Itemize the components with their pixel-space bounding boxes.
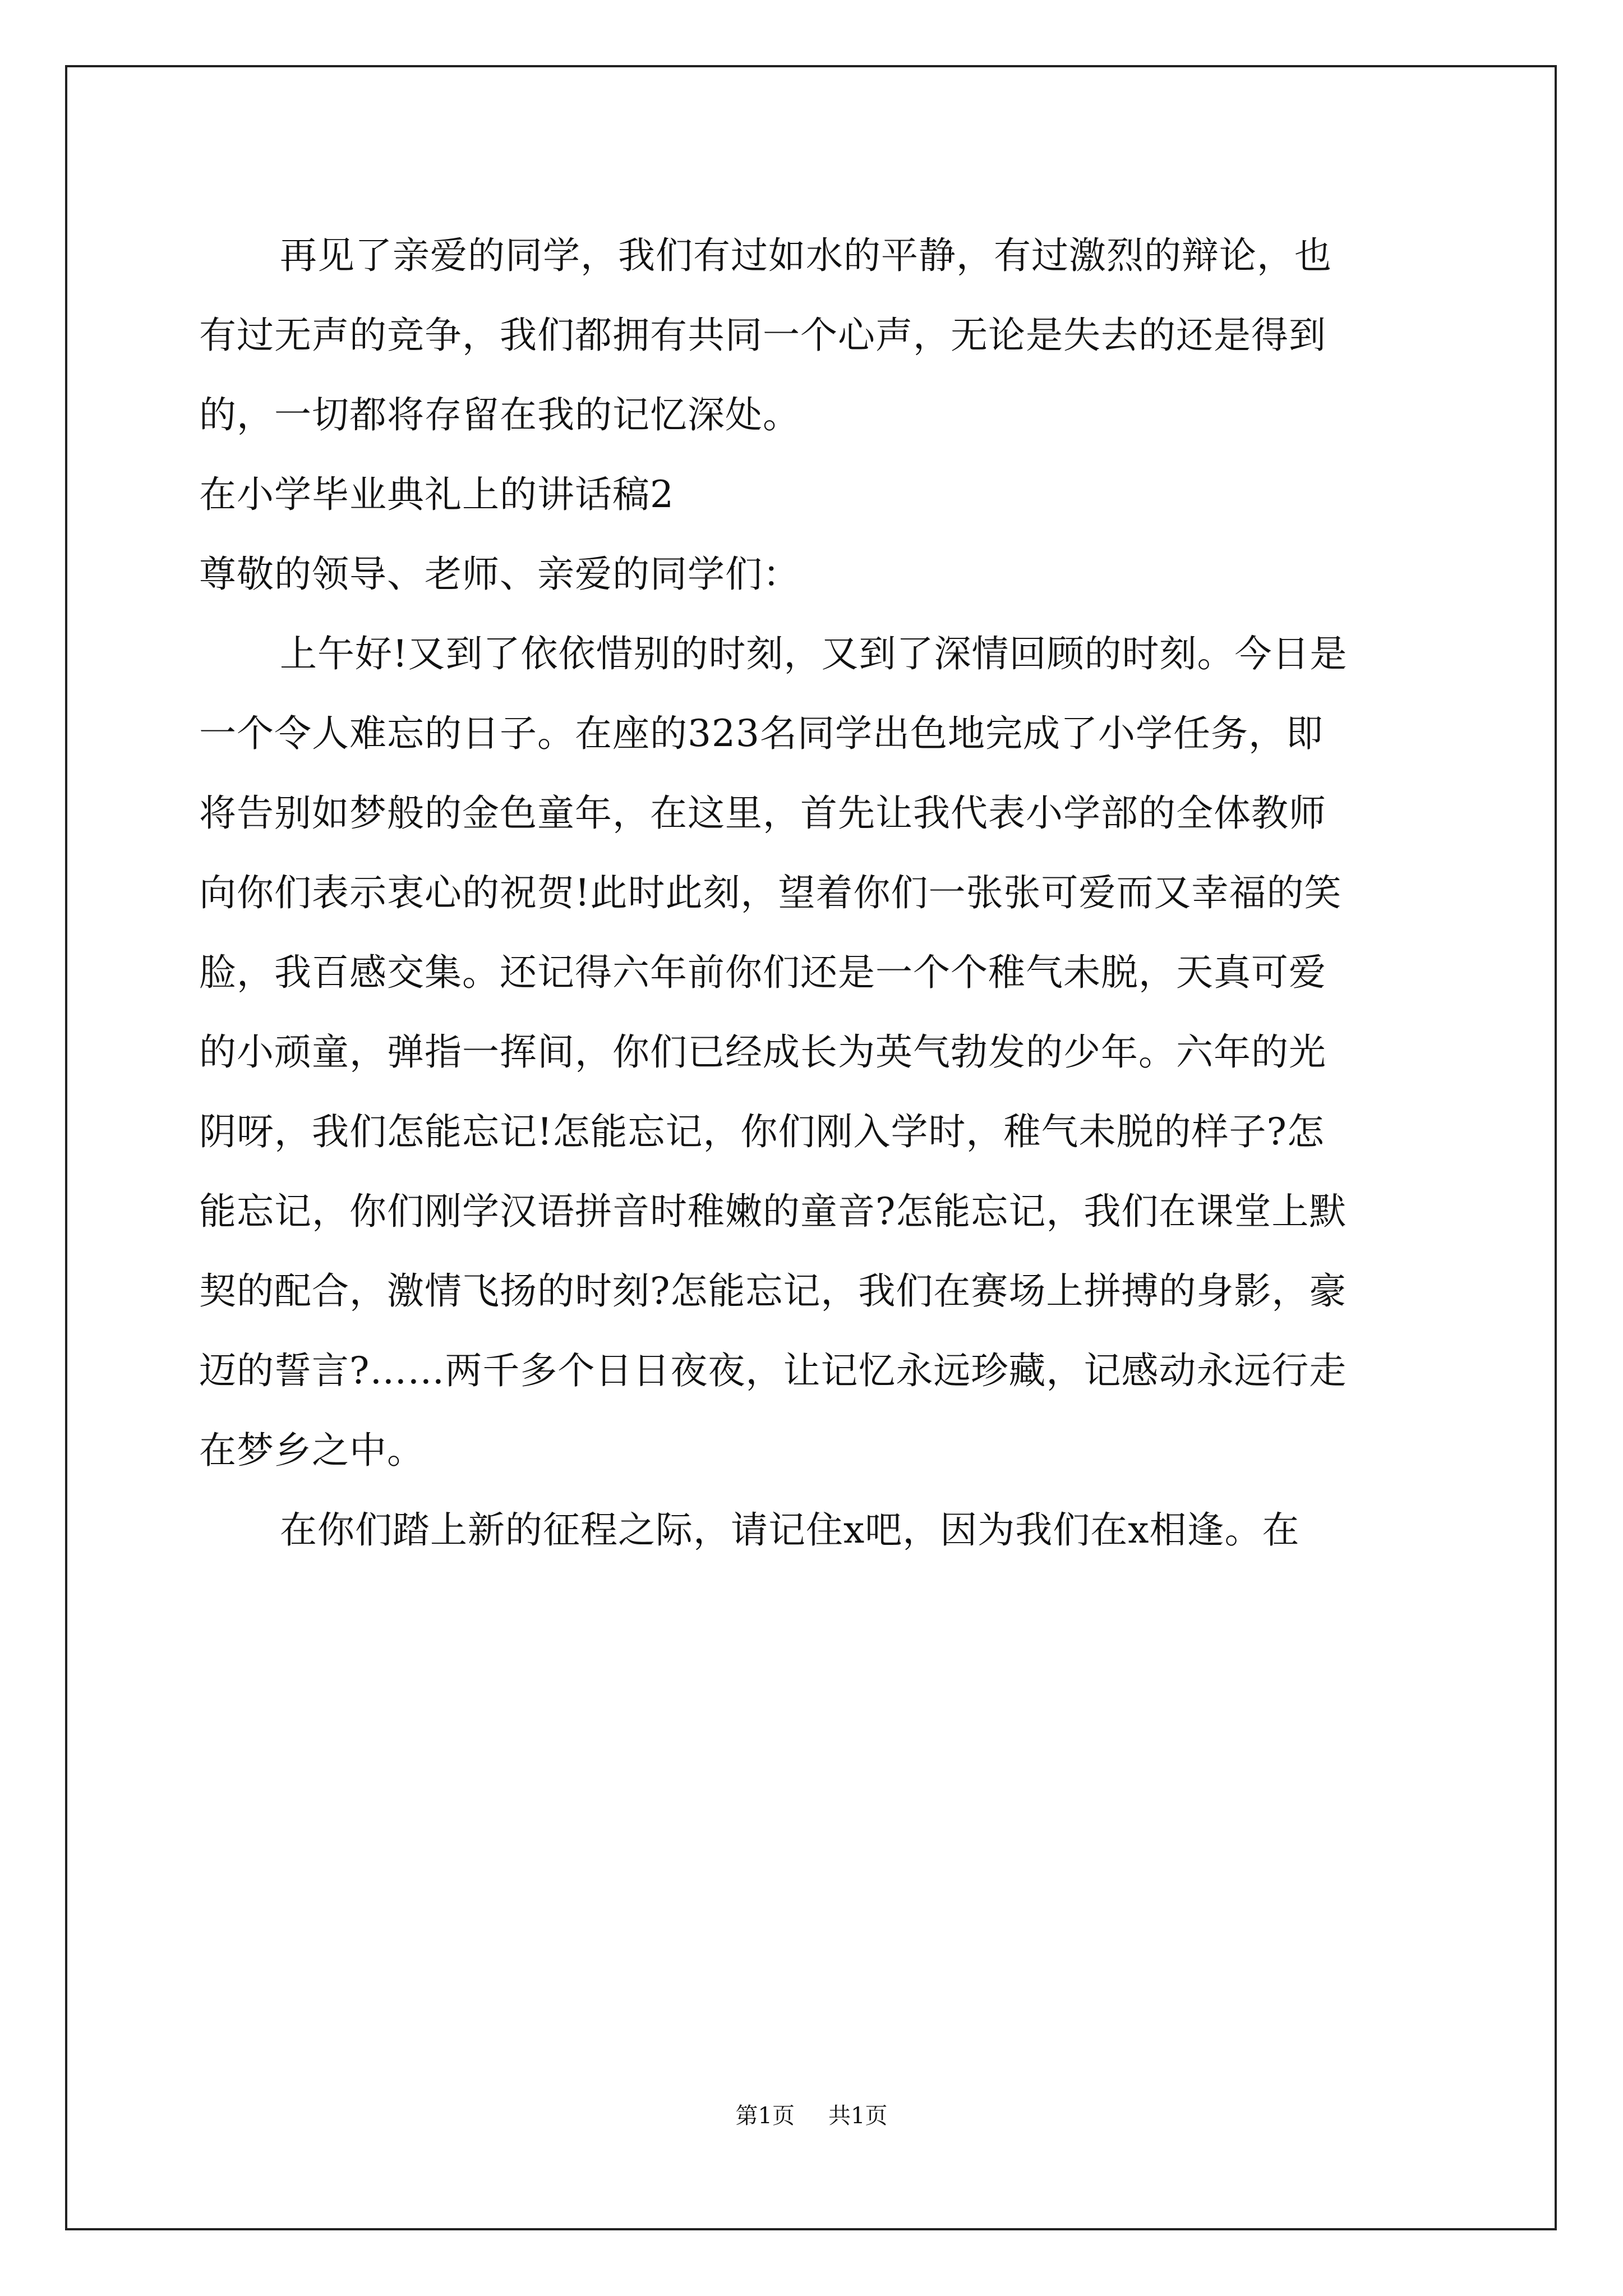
page-total: 共1页 xyxy=(828,2103,888,2129)
paragraph-line: 再见了亲爱的同学，我们有过如水的平静，有过激烈的辩论，也 xyxy=(280,234,1332,277)
paragraph-line: 迈的誓言?……两千多个日日夜夜，让记忆永远珍藏，记感动永远行走 xyxy=(199,1349,1347,1392)
paragraph-line: 向你们表示衷心的祝贺!此时此刻，望着你们一张张可爱而又幸福的笑 xyxy=(199,871,1342,914)
paragraph-line: 能忘记，你们刚学汉语拼音时稚嫩的童音?怎能忘记，我们在课堂上默 xyxy=(199,1190,1347,1233)
paragraph-line: 阴呀，我们怎能忘记!怎能忘记，你们刚入学时，稚气未脱的样子?怎 xyxy=(199,1110,1325,1153)
paragraph-line: 契的配合，激情飞扬的时刻?怎能忘记，我们在赛场上拼搏的身影，豪 xyxy=(199,1269,1347,1313)
paragraph-line: 脸，我百感交集。还记得六年前你们还是一个个稚气未脱，天真可爱 xyxy=(199,951,1326,994)
paragraph-line: 一个令人难忘的日子。在座的323名同学出色地完成了小学任务，即 xyxy=(199,712,1324,755)
paragraph-line: 的，一切都将存留在我的记忆深处。 xyxy=(199,393,800,436)
document-body xyxy=(199,216,1433,1570)
paragraph-line: 有过无声的竞争，我们都拥有共同一个心声，无论是失去的还是得到 xyxy=(199,314,1326,357)
page-number: 第1页 xyxy=(735,2103,795,2129)
salutation: 尊敬的领导、老师、亲爱的同学们： xyxy=(199,553,800,596)
paragraph-line: 在梦乡之中。 xyxy=(199,1429,425,1472)
paragraph-line: 的小顽童，弹指一挥间，你们已经成长为英气勃发的少年。六年的光 xyxy=(199,1030,1326,1074)
section-heading: 在小学毕业典礼上的讲话稿2 xyxy=(199,473,674,516)
paragraph-line: 上午好!又到了依依惜别的时刻，又到了深情回顾的时刻。今日是 xyxy=(280,632,1348,675)
page-footer xyxy=(0,2098,1623,2130)
paragraph-line: 将告别如梦般的金色童年，在这里，首先让我代表小学部的全体教师 xyxy=(199,792,1326,835)
paragraph-line: 在你们踏上新的征程之际，请记住x吧，因为我们在x相逢。在 xyxy=(280,1508,1300,1552)
